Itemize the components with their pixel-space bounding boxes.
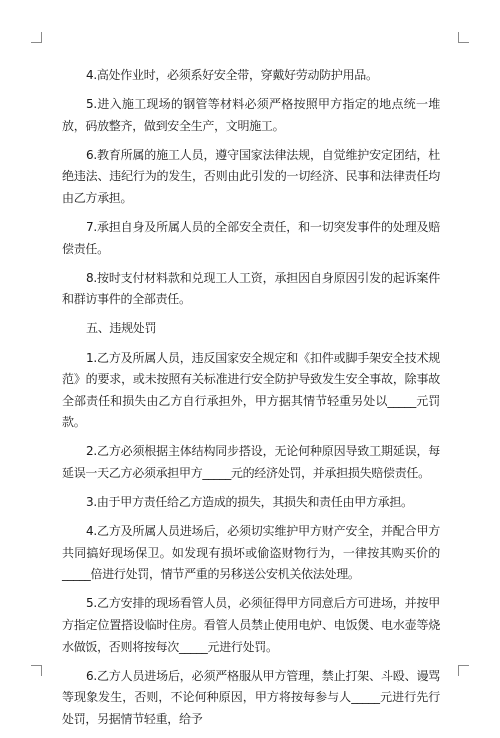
crop-mark-top-right xyxy=(458,32,469,43)
crop-mark-bottom-right xyxy=(458,665,469,676)
penalty-clause-4: 4.乙方及所属人员进场后，必须切实维护甲方财产安全，并配合甲方共同搞好现场保卫。如发现有损坏或偷盗财物行为，一律按其购买价的_____倍进行处罚，情节严重的另移送公安机关依法处理。 xyxy=(62,524,440,582)
penalty-clause-6: 6.乙方人员进场后，必须严格服从甲方管理，禁止打架、斗殴、谩骂等现象发生，否则，不论何种原因，甲方将按每参与人_____元进行先行处罚，另据情节轻重，给予 xyxy=(62,668,440,726)
clause-4-safety-harness: 4.高处作业时，必须系好安全带，穿戴好劳动防护用品。 xyxy=(86,68,378,82)
clause-7-safety-responsibility: 7.承担自身及所属人员的全部安全责任，和一切突发事件的处理及赔偿责任。 xyxy=(62,220,440,256)
clause-8-payment-responsibility: 8.按时支付材料款和兑现工人工资，承担因自身原因引发的起诉案件和群访事件的全部责任。 xyxy=(62,270,440,307)
crop-mark-bottom-left xyxy=(31,665,42,676)
penalty-clause-5: 5.乙方安排的现场看管人员，必须征得甲方同意后方可进场，并按甲方指定位置搭设临时住房。看管人员禁止使用电炉、电饭煲、电水壶等烧水做饭，否则将按每次_____元进行处罚。 xyxy=(62,596,440,654)
section-heading-penalties: 五、违规处罚 xyxy=(86,321,157,336)
penalty-clause-3: 3.由于甲方责任给乙方造成的损失，其损失和责任由甲方承担。 xyxy=(86,495,413,510)
penalty-clause-1: 1.乙方及所属人员，违反国家安全规定和《扣件或脚手架安全技术规范》的要求，或未按照有关标准进行安全防护导致发生安全事故，除事故全部责任和损失由乙方自行承担外，甲方据其情节轻重另处以_____元罚款。 xyxy=(62,350,440,430)
document-body xyxy=(62,65,440,738)
clause-6-worker-education: 6.教育所属的施工人员，遵守国家法律法规，自觉维护安定团结，杜绝违法、违纪行为的发生，否则由此引发的一切经济、民事和法律责任均由乙方承担。 xyxy=(62,147,440,205)
penalty-clause-2: 2.乙方必须根据主体结构同步搭设，无论何种原因导致工期延误，每延误一天乙方必须承担甲方_____元的经济处罚，并承担损失赔偿责任。 xyxy=(62,444,440,480)
clause-5-material-stacking: 5.进入施工现场的钢管等材料必须严格按照甲方指定的地点统一堆放，码放整齐，做到安全生产，文明施工。 xyxy=(62,97,440,133)
crop-mark-top-left xyxy=(31,32,42,43)
